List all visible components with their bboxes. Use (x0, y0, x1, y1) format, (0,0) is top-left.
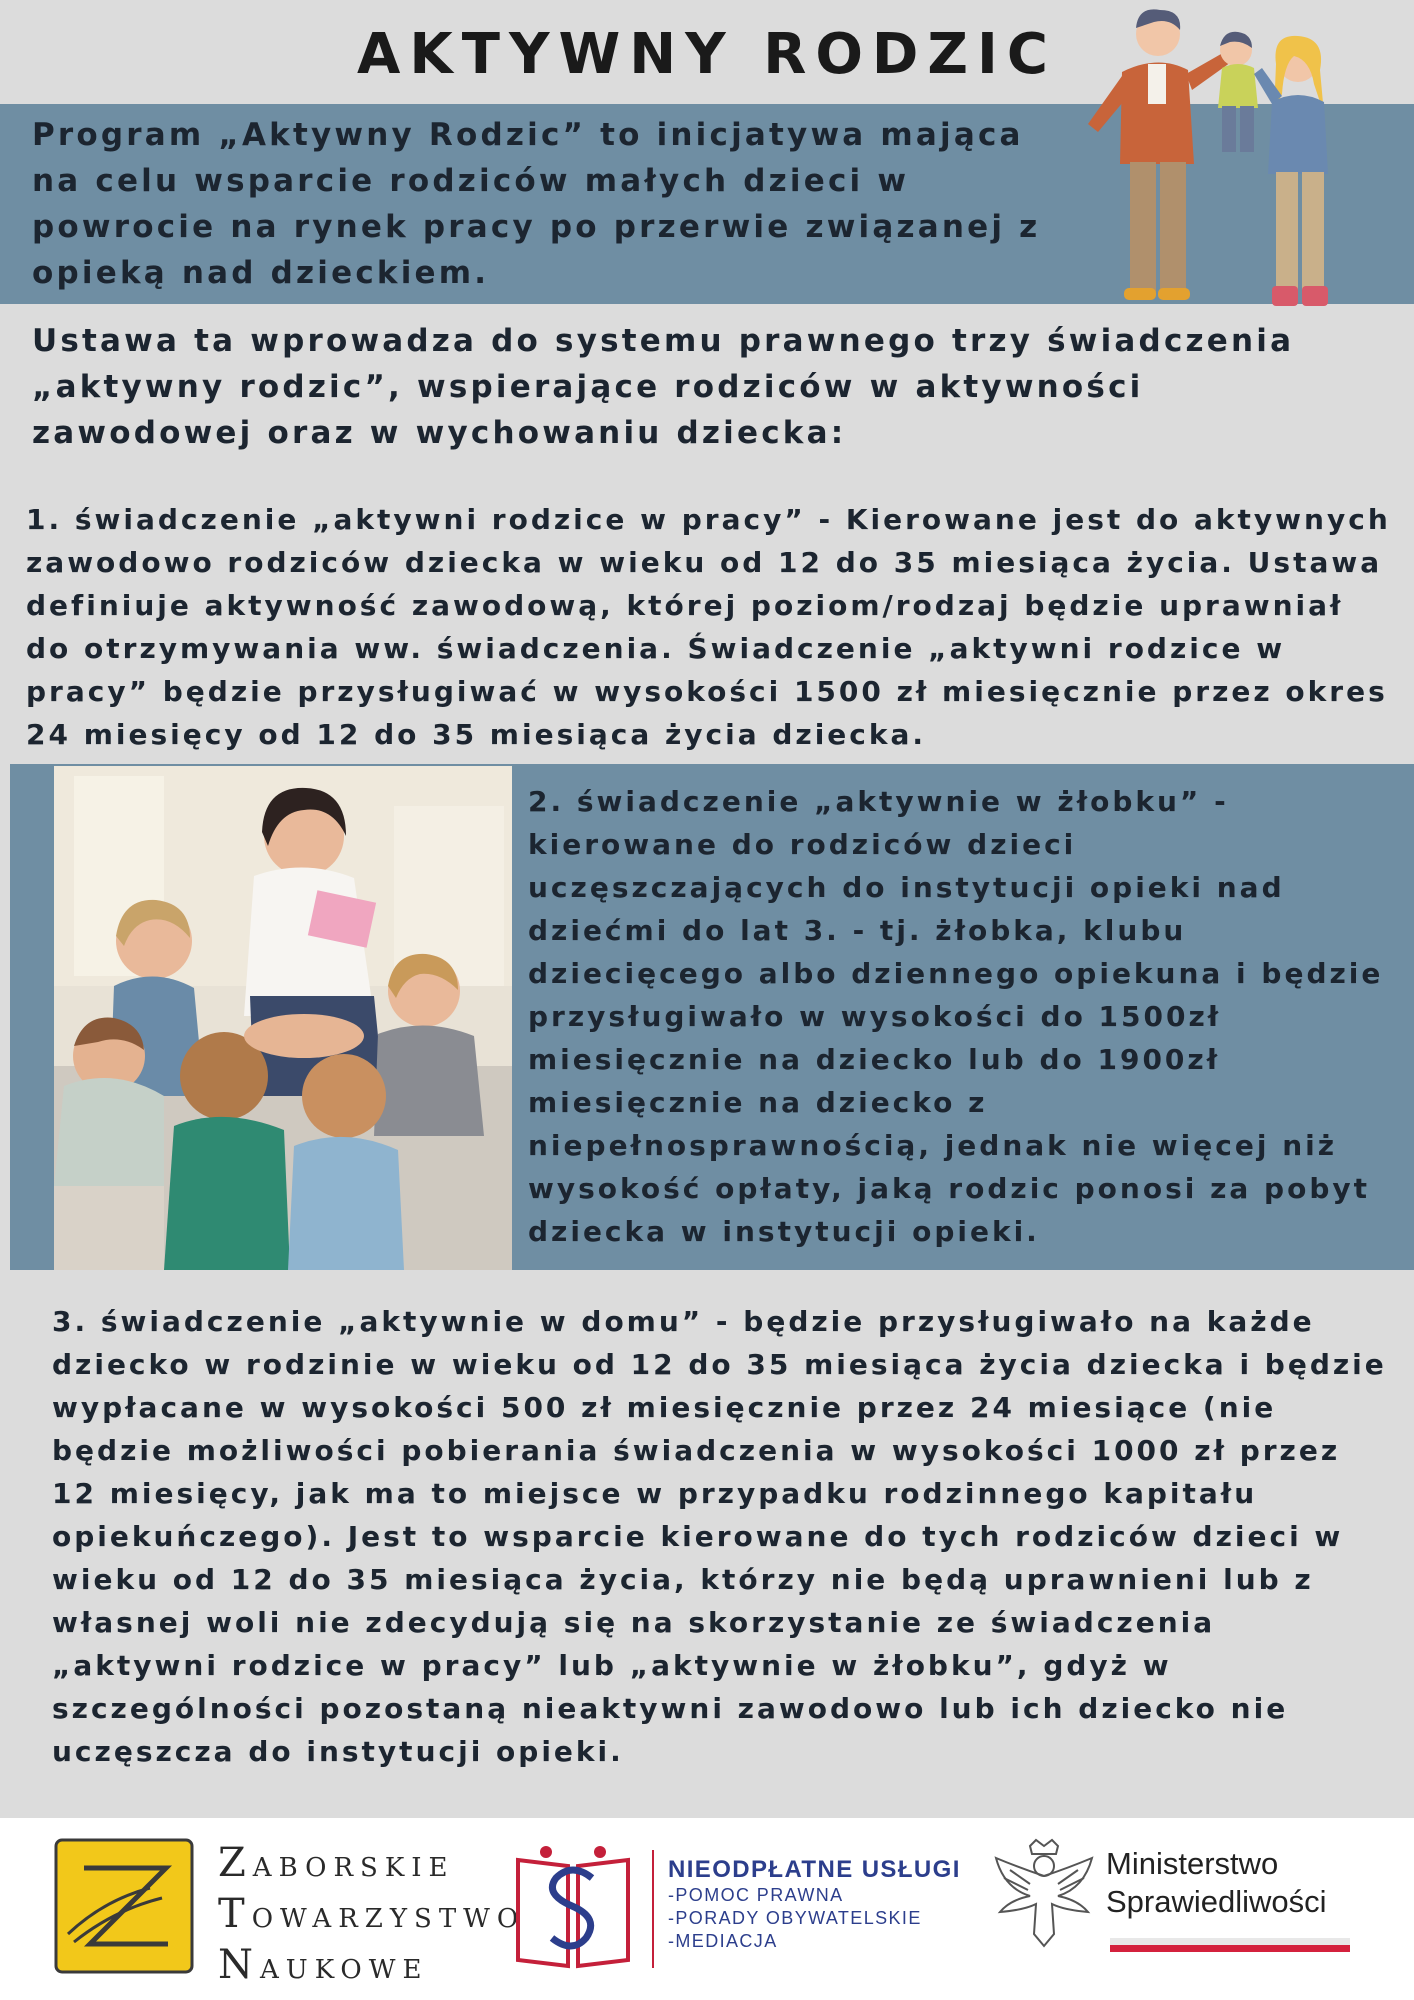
ztn-logo-text (218, 1840, 526, 1993)
ztn-line2-rest: OWARZYSTWO (251, 1904, 526, 1934)
page-title: AKTYWNY RODZIC (357, 22, 1057, 87)
teacher-children-photo (54, 766, 512, 1270)
ztn-line1-initial: Z (218, 1840, 253, 1886)
family-illustration (1058, 4, 1358, 314)
flag-white-stripe (1110, 1938, 1350, 1945)
ztn-logo-icon (54, 1838, 194, 1974)
ms-line2: Sprawiedliwości (1106, 1884, 1327, 1919)
ztn-line3-rest: AUKOWE (260, 1955, 429, 1985)
nu-item: -MEDIACJA (668, 1931, 778, 1951)
nu-item: -PORADY OBYWATELSKIE (668, 1908, 922, 1928)
benefit-1-paragraph: 1. świadczenie „aktywni rodzice w pracy” - Kierowane jest do aktywnych zawodowo rodziców dziecka w wieku od 12 do 35 miesiąca życia. Ustawa definiuje aktywność zawodową, której poziom/rodzaj będzie uprawniał do otrzymywania ww. świadczenia. Świadczenie „aktywni rodzice w pracy” będzie przysługiwać w wysokości 1500 zł miesięcznie przez okres 24 miesięcy od 12 do 35 miesiąca życia dziecka. (26, 503, 1391, 751)
nu-logo-text (668, 1856, 968, 1953)
eagle-emblem-icon (990, 1838, 1098, 1954)
ztn-line3-initial: N (218, 1942, 260, 1988)
ms-line1: Ministerstwo (1106, 1846, 1279, 1881)
nu-item: -POMOC PRAWNA (668, 1885, 844, 1905)
benefit-3-paragraph: 3. świadczenie „aktywnie w domu” - będzie przysługiwało na każde dziecko w rodzinie w wieku od 12 do 35 miesiąca życia dziecka i będzie wypłacane w wysokości 500 zł miesięcznie przez 24 miesiące (nie będzie możliwości pobierania świadczenia w wysokości 1000 zł przez 12 miesięcy, jak ma to miejsce w przypadku rodzinnego kapitału opiekuńczego). Jest to wsparcie kierowane do tych rodziców dzieci w wieku od 12 do 35 miesiąca życia, którzy nie będą uprawnieni lub z własnej woli nie zdecydują się na skorzystanie ze świadczenia „aktywni rodzice w pracy” lub „aktywnie w żłobku”, gdyż w szczególności pozostaną nieaktywni zawodowo lub ich dziecko nie uczęszcza do instytucji opieki. (52, 1305, 1387, 1768)
ministerstwo-logo-text (1106, 1845, 1396, 1921)
nu-title: NIEODPŁATNE USŁUGI (668, 1856, 961, 1883)
ztn-line2-initial: T (218, 1891, 252, 1937)
nu-divider (652, 1850, 654, 1968)
intro-paragraph: Program „Aktywny Rodzic” to inicjatywa mająca na celu wsparcie rodziców małych dzieci w powrocie na rynek pracy po przerwie związanej z opieką nad dzieckiem. (32, 117, 1041, 291)
benefit-2-paragraph: 2. świadczenie „aktywnie w żłobku” - kierowane do rodziców dzieci uczęszczających do instytucji opieki nad dziećmi do lat 3. - tj. żłobka, klubu dziecięcego albo dziennego opiekuna i będzie przysługiwało w wysokości do 1500zł miesięcznie na dziecko lub do 1900zł miesięcznie na dziecko z niepełnosprawnością, jednak nie więcej niż wysokość opłaty, jaką rodzic ponosi za pobyt dziecka w instytucji opieki. (528, 785, 1384, 1248)
flag-red-stripe (1110, 1945, 1350, 1952)
nieodplatne-uslugi-logo-icon (512, 1838, 634, 1974)
law-paragraph: Ustawa ta wprowadza do systemu prawnego trzy świadczenia „aktywny rodzic”, wspierające rodziców w aktywności zawodowej oraz w wychowaniu dziecka: (32, 323, 1295, 451)
ztn-line1-rest: ABORSKIE (252, 1853, 455, 1883)
